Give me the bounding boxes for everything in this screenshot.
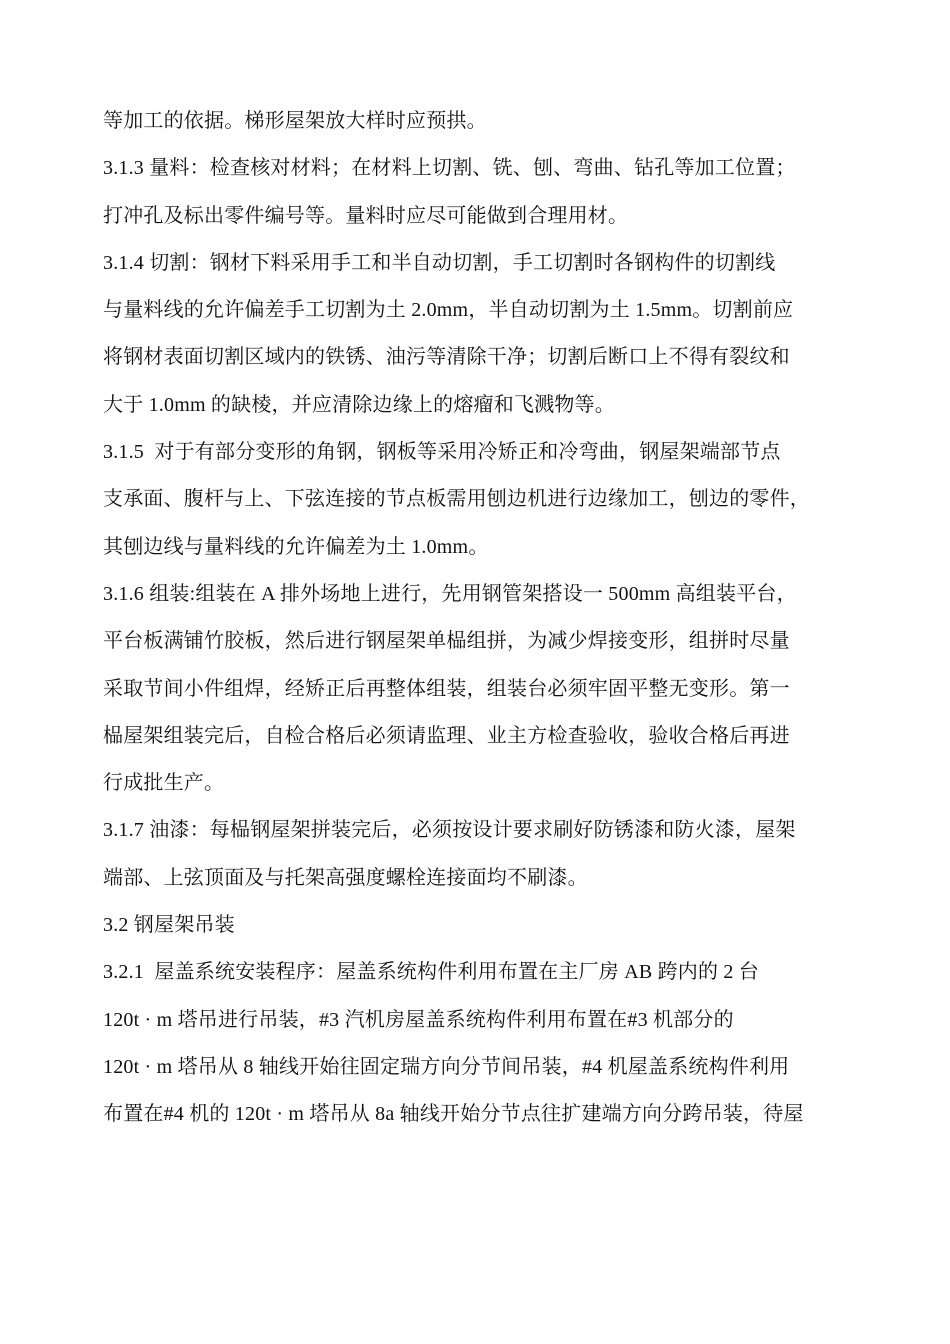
text-line: 采取节间小件组焊，经矫正后再整体组装，组装台必须牢固平整无变形。第一 — [103, 677, 790, 700]
text-line: 打冲孔及标出零件编号等。量料时应尽可能做到合理用材。 — [103, 204, 629, 227]
text-line: 120t · m 塔吊进行吊装，#3 汽机房屋盖系统构件利用布置在#3 机部分的 — [103, 1008, 734, 1031]
text-line: 与量料线的允许偏差手工切割为土 2.0mm，半自动切割为土 1.5mm。切割前应 — [103, 299, 794, 322]
text-line: 平台板满铺竹胶板，然后进行钢屋架单榀组拼，为减少焊接变形，组拼时尽量 — [103, 630, 790, 653]
text-line: 3.1.4 切割：钢材下料采用手工和半自动切割，手工切割时各钢构件的切割线 — [103, 251, 776, 274]
text-line: 等加工的依据。梯形屋架放大样时应预拱。 — [103, 110, 487, 132]
text-line: 端部、上弦顶面及与托架高强度螺栓连接面均不刷漆。 — [103, 866, 588, 889]
text-line: 3.2.1 屋盖系统安装程序：屋盖系统构件利用布置在主厂房 AB 跨内的 2 台 — [103, 961, 759, 984]
text-line: 支承面、腹杆与上、下弦连接的节点板需用刨边机进行边缘加工，刨边的零件， — [103, 488, 810, 511]
text-line: 3.1.5 对于有部分变形的角钢，钢板等采用冷矫正和冷弯曲，钢屋架端部节点 — [103, 441, 781, 464]
text-line: 将钢材表面切割区域内的铁锈、油污等清除干净；切割后断口上不得有裂纹和 — [103, 346, 790, 369]
text-line: 榀屋架组装完后，自检合格后必须请监理、业主方检查验收，验收合格后再进 — [103, 724, 790, 747]
body-text — [103, 101, 878, 1142]
text-line: 布置在#4 机的 120t · m 塔吊从 8a 轴线开始分节点往扩建端方向分跨吊装，待屋 — [103, 1103, 804, 1126]
text-line: 大于 1.0mm 的缺棱，并应清除边缘上的熔瘤和飞溅物等。 — [103, 393, 615, 416]
text-line: 行成批生产。 — [103, 772, 225, 795]
text-line: 其刨边线与量料线的允许偏差为土 1.0mm。 — [103, 535, 489, 558]
section-heading: 3.2 钢屋架吊装 — [103, 914, 235, 937]
text-line: 3.1.6 组装:组装在 A 排外场地上进行，先用钢管架搭设一 500mm 高组装平台， — [103, 582, 797, 605]
text-line: 120t · m 塔吊从 8 轴线开始往固定瑞方向分节间吊装，#4 机屋盖系统构件利用 — [103, 1055, 790, 1078]
text-line: 3.1.7 油漆：每榀钢屋架拼装完后，必须按设计要求刷好防锈漆和防火漆，屋架 — [103, 819, 796, 842]
text-line: 3.1.3 量料：检查核对材料；在材料上切割、铣、刨、弯曲、钻孔等加工位置； — [103, 157, 796, 180]
